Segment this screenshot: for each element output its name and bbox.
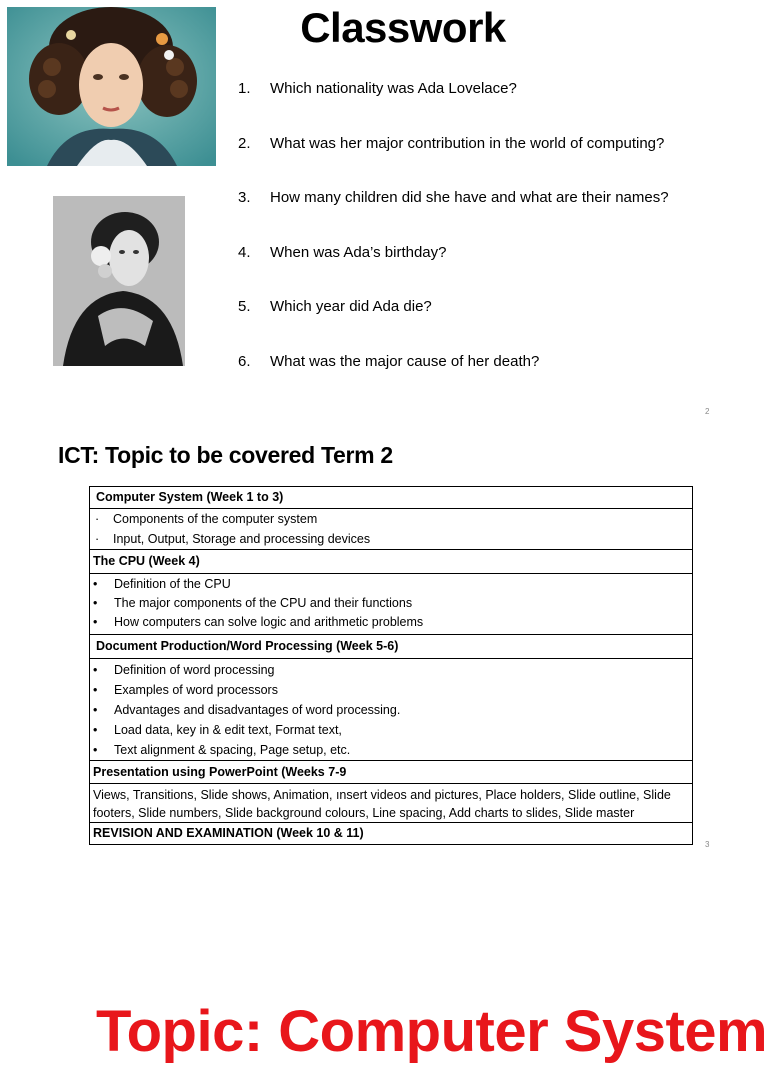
bullet-icon: • (93, 663, 98, 677)
list-item (93, 680, 689, 700)
table-row (90, 550, 693, 574)
list-item (93, 529, 689, 549)
list-item-text: How computers can solve logic and arithmetic problems (114, 615, 424, 629)
question-item (238, 244, 669, 299)
list-item (93, 720, 689, 740)
question-text: What was the major cause of her death? (270, 352, 540, 370)
topics-table (89, 486, 693, 845)
section-title: The CPU (Week 4) (90, 550, 693, 574)
question-text: When was Ada’s birthday? (270, 243, 447, 261)
section-paragraph: Views, Transitions, Slide shows, Animation, ınsert videos and pictures, Place holders, Slide outline, Slide footers, Slide numbers, Slide background colours, Line spacing, Add charts to slides, Slide master (90, 784, 693, 823)
bullet-icon: • (93, 723, 98, 737)
list-item (93, 700, 689, 720)
question-item (238, 353, 669, 408)
section-title: REVISION AND EXAMINATION (Week 10 & 11) (90, 823, 693, 845)
table-row (90, 761, 693, 784)
section-items (90, 574, 693, 635)
question-number: 1. (238, 80, 251, 97)
section-items (90, 509, 693, 550)
table-row (90, 635, 693, 659)
section-title: Presentation using PowerPoint (Weeks 7-9 (90, 761, 693, 784)
ada-lovelace-bw-portrait (53, 196, 185, 366)
bullet-icon: • (93, 615, 98, 629)
slide-title-classwork: Classwork (300, 4, 506, 51)
middle-dot-icon: · (95, 532, 100, 546)
bullet-icon: • (93, 577, 98, 591)
table-row (90, 784, 693, 823)
table-row (90, 487, 693, 509)
question-number: 2. (238, 134, 251, 152)
list-item-text: Definition of word processing (114, 663, 275, 677)
list-item-text: Text alignment & spacing, Page setup, etc. (114, 743, 351, 757)
bullet-icon: • (93, 683, 98, 697)
slide-title-topic: Topic: Computer System (96, 999, 768, 1064)
question-number: 5. (238, 298, 251, 316)
table-row (90, 823, 693, 845)
question-number: 6. (238, 352, 251, 370)
bullet-icon: • (93, 743, 98, 757)
list-item (93, 509, 689, 529)
question-text: Which nationality was Ada Lovelace? (270, 80, 517, 97)
section-items (90, 659, 693, 761)
ict-topic-heading: ICT: Topic to be covered Term 2 (58, 442, 393, 468)
list-item-text: The major components of the CPU and their functions (114, 596, 413, 610)
list-item-text: Components of the computer system (113, 512, 318, 526)
list-item-text: Load data, key in & edit text, Format text, (114, 723, 342, 737)
list-item (93, 740, 689, 760)
table-row (90, 574, 693, 635)
table-row (90, 509, 693, 550)
list-item (93, 575, 689, 594)
section-title: Computer System (Week 1 to 3) (90, 487, 693, 509)
table-row (90, 659, 693, 761)
list-item-text: Examples of word processors (114, 683, 278, 697)
question-number: 3. (238, 189, 251, 207)
list-item (93, 594, 689, 613)
question-list (238, 80, 669, 408)
page-number: 3 (705, 840, 710, 849)
question-text: What was her major contribution in the world of computing? (270, 134, 665, 152)
bullet-icon: • (93, 703, 98, 717)
bullet-icon: • (93, 596, 98, 610)
question-item (238, 298, 669, 353)
list-item-text: Definition of the CPU (114, 577, 231, 591)
list-item (93, 660, 689, 680)
question-text: How many children did she have and what are their names? (270, 189, 669, 207)
list-item-text: Advantages and disadvantages of word processing. (114, 703, 401, 717)
middle-dot-icon: · (95, 512, 100, 526)
question-item (238, 80, 669, 135)
question-item (238, 189, 669, 244)
section-title: Document Production/Word Processing (Week 5-6) (90, 635, 693, 659)
list-item (93, 613, 689, 632)
question-text: Which year did Ada die? (270, 298, 432, 316)
question-number: 4. (238, 243, 251, 261)
list-item-text: Input, Output, Storage and processing devices (113, 532, 371, 546)
question-item (238, 135, 669, 190)
page-number: 2 (705, 407, 710, 416)
